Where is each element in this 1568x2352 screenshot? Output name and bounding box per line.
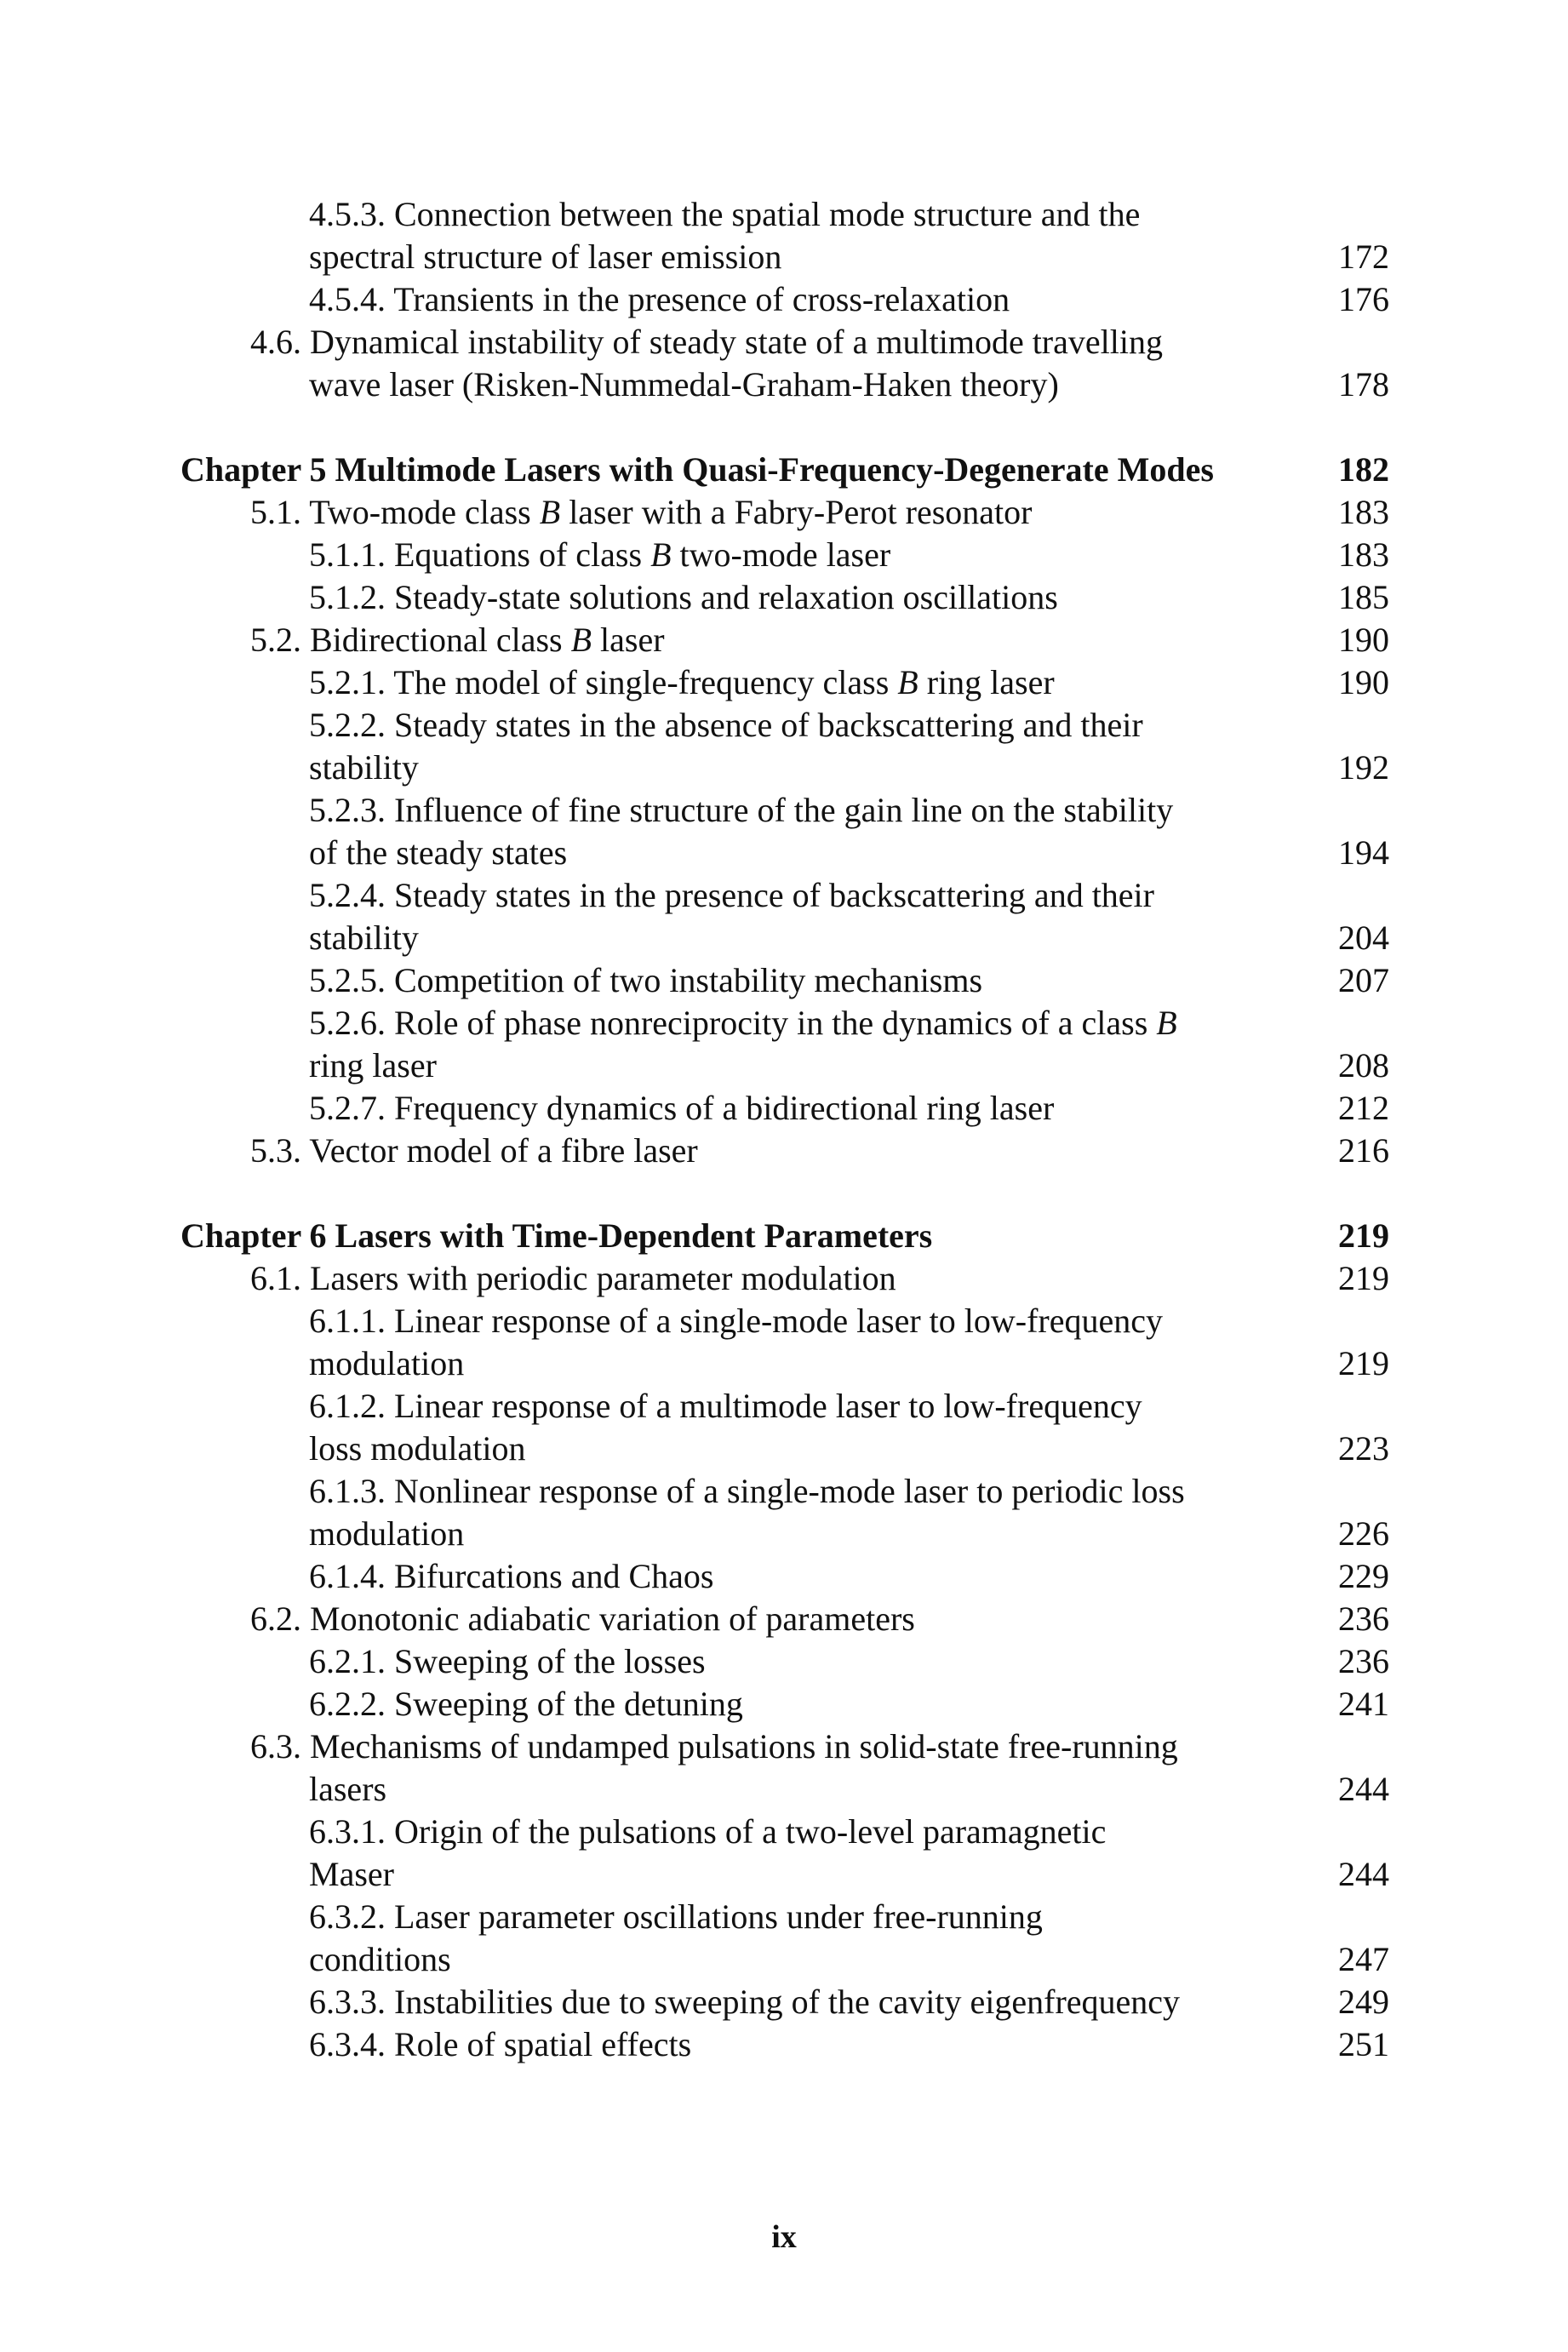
toc-entry-row	[180, 874, 1389, 917]
toc-entry-title: modulation	[309, 1344, 465, 1382]
toc-page-number: 192	[1338, 748, 1389, 787]
toc-entry-row	[180, 619, 1389, 661]
toc-entry-row	[180, 1470, 1389, 1513]
toc-page-number: 219	[1338, 1259, 1389, 1297]
toc-entry-row	[180, 917, 1389, 959]
toc-entry-row	[180, 1981, 1389, 2023]
chapter-heading-row	[180, 1215, 1389, 1257]
toc-entry-title: 6.2. Monotonic adiabatic variation of parameters	[250, 1599, 915, 1638]
toc-entry-title: 5.2.6. Role of phase nonreciprocity in the dynamics of a class B	[309, 1004, 1177, 1042]
table-of-contents	[180, 193, 1389, 2066]
toc-entry-title: modulation	[309, 1514, 465, 1553]
toc-page-number: 216	[1338, 1131, 1389, 1170]
toc-page-number: 204	[1338, 918, 1389, 957]
toc-page-number: 178	[1338, 365, 1389, 403]
toc-entry-row	[180, 959, 1389, 1002]
toc-entry-row	[180, 236, 1389, 278]
toc-entry-title: 6.3.1. Origin of the pulsations of a two-level paramagnetic	[309, 1812, 1107, 1851]
toc-entry-row	[180, 278, 1389, 321]
toc-page-number: 219	[1338, 1344, 1389, 1382]
toc-page-number: 212	[1338, 1089, 1389, 1127]
toc-entry-title: stability	[309, 748, 419, 787]
chapter-title: Chapter 5 Multimode Lasers with Quasi-Frequency-Degenerate Modes	[180, 450, 1214, 489]
toc-entry-title: 6.3. Mechanisms of undamped pulsations in solid-state free-running	[250, 1727, 1178, 1765]
toc-page-number: 207	[1338, 961, 1389, 999]
chapter-heading-row	[180, 449, 1389, 491]
toc-entry-title: spectral structure of laser emission	[309, 237, 782, 276]
toc-entry-row	[180, 704, 1389, 747]
toc-entry-title: 6.3.2. Laser parameter oscillations under free-running	[309, 1897, 1043, 1936]
toc-entry-row	[180, 1896, 1389, 1938]
toc-entry-title: 6.1.4. Bifurcations and Chaos	[309, 1557, 714, 1595]
toc-page-number: 190	[1338, 663, 1389, 701]
toc-entry-row	[180, 1087, 1389, 1130]
toc-entry-title: 6.1. Lasers with periodic parameter modulation	[250, 1259, 896, 1297]
toc-entry-row	[180, 1598, 1389, 1640]
toc-entry-title: 5.2.3. Influence of fine structure of the gain line on the stability	[309, 791, 1174, 829]
toc-page-number: 183	[1338, 535, 1389, 574]
toc-entry-row	[180, 1640, 1389, 1683]
toc-entry-title: 5.2.7. Frequency dynamics of a bidirectional ring laser	[309, 1089, 1055, 1127]
toc-entry-title: 6.2.2. Sweeping of the detuning	[309, 1685, 743, 1723]
toc-entry-row	[180, 576, 1389, 619]
toc-entry-row	[180, 1257, 1389, 1300]
toc-entry-row	[180, 1725, 1389, 1768]
toc-entry-title: lasers	[309, 1770, 387, 1808]
toc-entry-row	[180, 661, 1389, 704]
toc-entry-title: 5.2.5. Competition of two instability mechanisms	[309, 961, 983, 999]
toc-entry-title: 5.1. Two-mode class B laser with a Fabry-Perot resonator	[250, 493, 1033, 531]
toc-entry-row	[180, 1768, 1389, 1811]
toc-page-number: 236	[1338, 1642, 1389, 1680]
page-number: ix	[771, 2219, 797, 2255]
toc-entry-row	[180, 2023, 1389, 2066]
toc-entry-title: 6.3.4. Role of spatial effects	[309, 2025, 692, 2063]
toc-entry-row	[180, 747, 1389, 789]
toc-entry-row	[180, 1385, 1389, 1428]
toc-entry-title: of the steady states	[309, 833, 568, 872]
toc-entry-title: Maser	[309, 1855, 394, 1893]
toc-entry-row	[180, 832, 1389, 874]
toc-page-number: 249	[1338, 1983, 1389, 2021]
toc-entry-row	[180, 1130, 1389, 1172]
toc-entry-title: 6.1.2. Linear response of a multimode laser to low-frequency	[309, 1387, 1142, 1425]
toc-page-number: 226	[1338, 1514, 1389, 1553]
toc-entry-row	[180, 1428, 1389, 1470]
toc-entry-row	[180, 1853, 1389, 1896]
toc-entry-title: 4.5.3. Connection between the spatial mode structure and the	[309, 195, 1141, 233]
toc-entry-title: conditions	[309, 1940, 451, 1978]
toc-page-number: 247	[1338, 1940, 1389, 1978]
toc-page-number: 185	[1338, 578, 1389, 616]
toc-entry-row	[180, 1683, 1389, 1725]
toc-page-number: 236	[1338, 1599, 1389, 1638]
toc-page-number: 241	[1338, 1685, 1389, 1723]
toc-entry-title: 4.5.4. Transients in the presence of cross-relaxation	[309, 280, 1010, 318]
toc-page-number: 182	[1338, 450, 1389, 489]
toc-entry-row	[180, 1513, 1389, 1555]
toc-entry-row	[180, 363, 1389, 406]
toc-page-number: 229	[1338, 1557, 1389, 1595]
toc-entry-title: 5.2.1. The model of single-frequency class B ring laser	[309, 663, 1055, 701]
toc-entry-row	[180, 193, 1389, 236]
toc-page-number: 194	[1338, 833, 1389, 872]
toc-entry-title: 6.1.1. Linear response of a single-mode laser to low-frequency	[309, 1302, 1163, 1340]
toc-entry-row	[180, 1002, 1389, 1044]
toc-page-number: 190	[1338, 621, 1389, 659]
toc-page-number: 176	[1338, 280, 1389, 318]
toc-entry-title: 6.1.3. Nonlinear response of a single-mode laser to periodic loss	[309, 1472, 1185, 1510]
toc-entry-title: 5.1.2. Steady-state solutions and relaxation oscillations	[309, 578, 1058, 616]
toc-entry-title: ring laser	[309, 1046, 437, 1084]
toc-page-number: 244	[1338, 1855, 1389, 1893]
toc-page-number: 244	[1338, 1770, 1389, 1808]
toc-entry-title: 4.6. Dynamical instability of steady state of a multimode travelling	[250, 323, 1163, 361]
toc-entry-row	[180, 1811, 1389, 1853]
toc-entry-row	[180, 534, 1389, 576]
toc-entry-title: 5.2.4. Steady states in the presence of backscattering and their	[309, 876, 1154, 914]
toc-entry-row	[180, 1342, 1389, 1385]
chapter-title: Chapter 6 Lasers with Time-Dependent Parameters	[180, 1216, 933, 1255]
toc-entry-title: 6.3.3. Instabilities due to sweeping of the cavity eigenfrequency	[309, 1983, 1181, 2021]
toc-entry-row	[180, 1938, 1389, 1981]
toc-entry-title: 6.2.1. Sweeping of the losses	[309, 1642, 706, 1680]
toc-page-number: 183	[1338, 493, 1389, 531]
toc-entry-title: 5.2.2. Steady states in the absence of backscattering and their	[309, 706, 1143, 744]
toc-page-number: 172	[1338, 237, 1389, 276]
toc-entry-title: stability	[309, 918, 419, 957]
toc-page-number: 219	[1338, 1216, 1389, 1255]
toc-entry-title: 5.2. Bidirectional class B laser	[250, 621, 665, 659]
toc-page-number: 223	[1338, 1429, 1389, 1468]
toc-entry-row	[180, 321, 1389, 363]
toc-page-number: 251	[1338, 2025, 1389, 2063]
toc-entry-title: 5.1.1. Equations of class B two-mode laser	[309, 535, 891, 574]
toc-entry-row	[180, 1300, 1389, 1342]
toc-entry-row	[180, 491, 1389, 534]
toc-entry-title: loss modulation	[309, 1429, 526, 1468]
toc-entry-row	[180, 789, 1389, 832]
toc-entry-row	[180, 1555, 1389, 1598]
toc-entry-title: 5.3. Vector model of a fibre laser	[250, 1131, 698, 1170]
toc-entry-title: wave laser (Risken-Nummedal-Graham-Haken theory)	[309, 365, 1059, 403]
toc-page-number: 208	[1338, 1046, 1389, 1084]
toc-entry-row	[180, 1044, 1389, 1087]
